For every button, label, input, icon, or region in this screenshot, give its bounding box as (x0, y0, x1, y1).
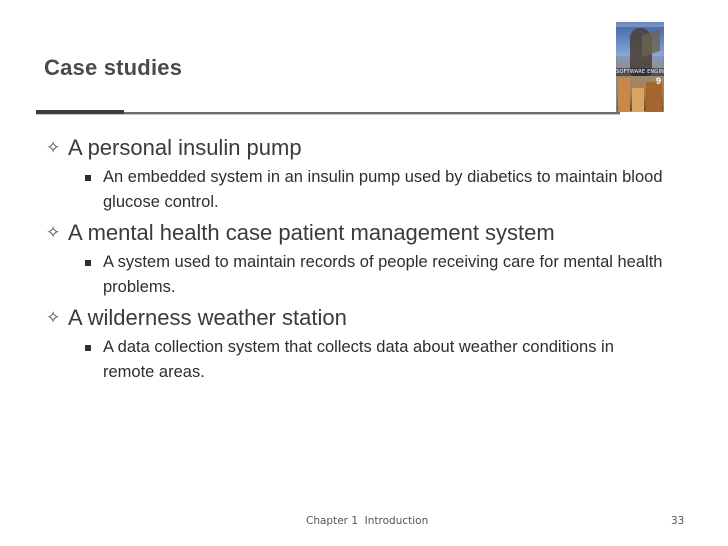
square-bullet-icon (83, 165, 103, 190)
star-bullet-icon: ✧ (46, 138, 61, 158)
sub-bullet-item (83, 250, 663, 300)
slide-title: Case studies (44, 55, 183, 80)
star-bullet-icon: ✧ (46, 223, 61, 243)
bullet-item (46, 303, 686, 333)
square-bullet-icon (83, 335, 103, 360)
cover-title: SOFTWARE ENGINEERING (616, 69, 685, 75)
bullet-heading: A wilderness weather station (68, 305, 347, 330)
bullet-heading: A mental health case patient management system (68, 220, 555, 245)
page-number: 33 (671, 515, 685, 527)
bullet-item (46, 133, 686, 163)
sub-bullet-item (83, 335, 663, 385)
cover-building (632, 88, 644, 112)
bullet-heading: A personal insulin pump (68, 135, 302, 160)
sub-bullet-text: A system used to maintain records of people receiving care for mental health problems. (103, 253, 663, 296)
star-bullet-icon: ✧ (46, 308, 61, 328)
sub-bullet-text: An embedded system in an insulin pump used by diabetics to maintain blood glucose control. (103, 168, 663, 211)
sub-bullet-text: A data collection system that collects data about weather conditions in remote areas. (103, 338, 614, 381)
cover-top-strip (616, 22, 664, 27)
bullet-list (46, 130, 686, 385)
cover-building (646, 82, 662, 112)
sub-bullet-item (83, 165, 663, 215)
book-cover-image (616, 22, 685, 112)
bullet-item (46, 218, 686, 248)
cover-edition: 9 (655, 76, 661, 86)
title-underline-accent (36, 110, 124, 114)
square-bullet-icon (83, 250, 103, 275)
footer-chapter: Chapter 1 Introduction (306, 515, 429, 527)
cover-building (618, 78, 630, 112)
